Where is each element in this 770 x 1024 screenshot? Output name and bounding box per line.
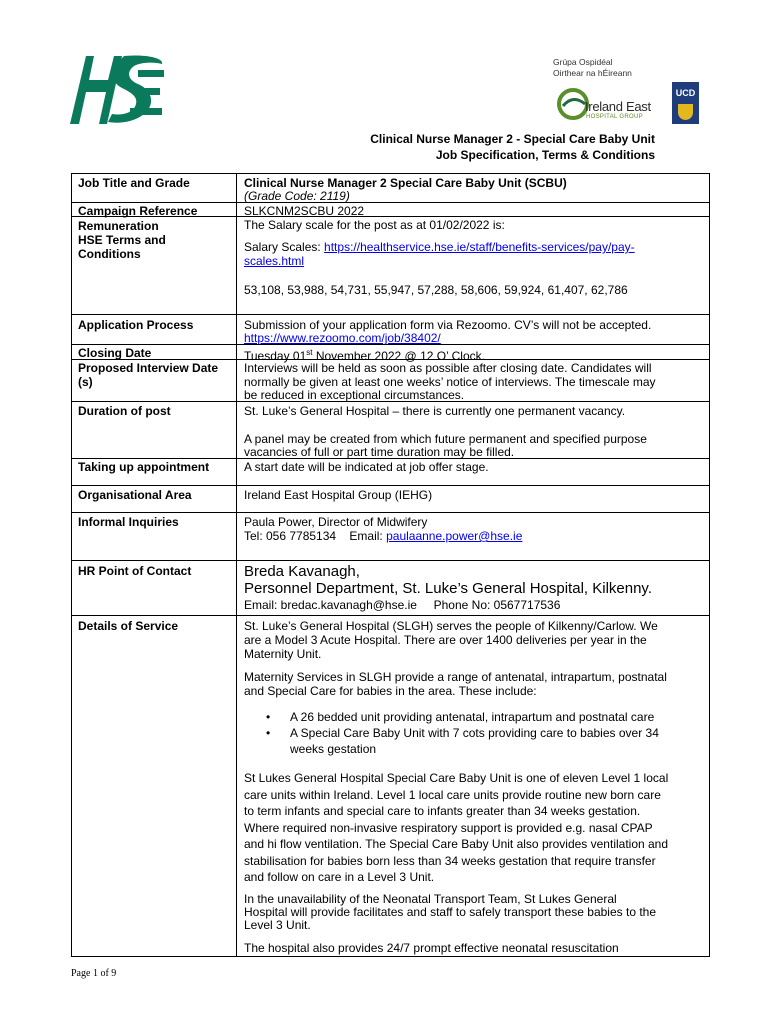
details-p3 <box>244 770 706 886</box>
list-item <box>244 710 706 726</box>
label-interview: Proposed Interview Date <box>78 361 219 375</box>
list-item-cont <box>244 742 706 758</box>
p3-line: to term infants and special care to infants greater than 34 weeks gestation. <box>244 804 641 818</box>
interview-line2: normally be given at least one weeks’ notice of interviews. The timescale may <box>244 375 656 389</box>
panel-line1: A panel may be created from which future permanent and specified purpose <box>244 432 647 446</box>
p3-line: care units within Ireland. Level 1 local care units provide routine new born care <box>244 787 661 802</box>
details-p2-l1: Maternity Services in SLGH provide a range of antenatal, intrapartum, postnatal <box>244 670 667 684</box>
informal-tel: Tel: 056 7785134 Email: <box>244 529 387 543</box>
closing-date-a: Tuesday 01 <box>244 349 307 363</box>
duration-value: St. Luke’s General Hospital – there is currently one permanent vacancy. <box>244 404 626 418</box>
bullet-text: A Special Care Baby Unit with 7 cots providing care to babies over 34 <box>290 726 659 740</box>
label-hse-terms: HSE Terms and <box>78 233 166 247</box>
page-number: Page 1 of 9 <box>71 968 117 979</box>
services-list <box>244 710 706 758</box>
closing-date-sup: st <box>306 348 313 357</box>
label-conditions: Conditions <box>78 247 141 261</box>
label-remuneration: Remuneration <box>78 219 159 233</box>
title-line2: Job Specification, Terms & Conditions <box>435 148 655 162</box>
row-divider <box>71 314 710 315</box>
details-p5: The hospital also provides 24/7 prompt effective neonatal resuscitation <box>244 941 619 955</box>
hse-logo <box>64 52 166 126</box>
label-informal: Informal Inquiries <box>78 515 179 529</box>
p3-line: St Lukes General Hospital Special Care Baby Unit is one of eleven Level 1 local <box>244 771 669 785</box>
p4-line: Level 3 Unit. <box>244 918 311 932</box>
org-area-value: Ireland East Hospital Group (IEHG) <box>244 488 433 502</box>
p4-line: In the unavailability of the Neonatal Transport Team, St Lukes General <box>244 892 617 906</box>
bullet-icon: • <box>266 710 271 724</box>
ucd-logo <box>672 82 699 124</box>
irish-name-line2: Oirthear na hÉireann <box>553 68 632 78</box>
bullet-text: A 26 bedded unit providing antenatal, intrapartum and postnatal care <box>290 710 655 724</box>
label-job-title: Job Title and Grade <box>78 176 190 190</box>
taking-up-value: A start date will be indicated at job offer stage. <box>244 460 489 474</box>
rezoomo-link[interactable]: https://www.rezoomo.com/job/38402/ <box>244 331 441 345</box>
ieh-logo-subtext: HOSPITAL GROUP <box>586 114 643 120</box>
panel-line2: vacancies of full or part time duration may be filled. <box>244 445 515 459</box>
details-p4 <box>244 893 706 932</box>
row-divider <box>71 560 710 561</box>
ieh-logo-text: Ireland East <box>585 99 651 114</box>
interview-line1: Interviews will be held as soon as possible after closing date. Candidates will <box>244 361 652 375</box>
salary-scales-link-cont[interactable]: scales.html <box>244 254 305 268</box>
label-duration: Duration of post <box>78 404 171 418</box>
informal-email-link[interactable]: paulaanne.power@hse.ie <box>386 529 523 543</box>
salary-scales-link[interactable]: https://healthservice.hse.ie/staff/benefits-services/pay/pay- <box>324 240 635 254</box>
label-interview-s: (s) <box>78 375 93 389</box>
label-campaign: Campaign Reference <box>78 204 198 218</box>
remuneration-value: The Salary scale for the post as at 01/02/2022 is: <box>244 218 505 232</box>
document-title <box>240 131 655 163</box>
row-divider <box>71 615 710 616</box>
salary-scale-values: 53,108, 53,988, 54,731, 55,947, 57,288, 58,606, 59,924, 61,407, 62,786 <box>244 283 628 297</box>
informal-name: Paula Power, Director of Midwifery <box>244 515 428 529</box>
details-p1-l2: are a Model 3 Acute Hospital. There are over 1400 deliveries per year in the <box>244 633 647 647</box>
hr-contact: Email: bredac.kavanagh@hse.ie Phone No: 0567717536 <box>244 598 561 612</box>
label-taking-up: Taking up appointment <box>78 460 210 474</box>
p4-line: Hospital will provide facilitates and staff to safely transport these babies to the <box>244 905 657 919</box>
p3-line: and follow on care in a Level 3 Unit. <box>244 870 435 884</box>
list-item <box>244 726 706 742</box>
label-closing-date: Closing Date <box>78 346 152 360</box>
irish-group-name <box>553 57 632 79</box>
salary-scales-prefix: Salary Scales: <box>244 240 325 254</box>
bullet-icon: • <box>266 726 271 740</box>
title-line1: Clinical Nurse Manager 2 - Special Care Baby Unit <box>370 132 655 146</box>
ucd-label: UCD <box>675 88 696 98</box>
details-p2-l2: and Special Care for babies in the area. These include: <box>244 684 537 698</box>
grade-code: (Grade Code: 2119) <box>244 189 350 203</box>
ucd-shield-icon <box>678 104 693 120</box>
salary-scales-line <box>244 240 706 254</box>
label-application: Application Process <box>78 318 194 332</box>
label-hr: HR Point of Contact <box>78 564 192 578</box>
row-divider <box>71 485 710 486</box>
irish-name-line1: Grúpa Ospidéal <box>553 57 613 67</box>
closing-date-b: November 2022 @ 12 O’ Clock. <box>312 349 485 363</box>
p3-line: and hi flow ventilation. The Special Care Baby Unit also provides ventilation and <box>244 837 669 851</box>
row-divider <box>71 512 710 513</box>
application-value: Submission of your application form via Rezoomo. CV’s will not be accepted. <box>244 318 652 332</box>
interview-line3: be reduced in exceptional circumstances. <box>244 388 465 402</box>
job-title-value: Clinical Nurse Manager 2 Special Care Baby Unit (SCBU) <box>244 176 567 190</box>
details-p1-l3: Maternity Unit. <box>244 647 322 661</box>
p3-line: Where required non-invasive respiratory support is provided e.g. nasal CPAP <box>244 820 653 835</box>
hr-name: Breda Kavanagh, <box>244 563 360 580</box>
p3-line: stabilisation for babies born less than 34 weeks gestation that require transfer <box>244 853 656 868</box>
hr-dept: Personnel Department, St. Luke’s General Hospital, Kilkenny. <box>244 580 652 597</box>
table-column-divider <box>236 173 237 957</box>
bullet-text: weeks gestation <box>290 742 377 756</box>
label-org-area: Organisational Area <box>78 488 192 502</box>
informal-contact <box>244 529 706 543</box>
details-p1-l1: St. Luke’s General Hospital (SLGH) serves the people of Kilkenny/Carlow. We <box>244 619 658 633</box>
campaign-value: SLKCNM2SCBU 2022 <box>244 204 365 218</box>
label-details: Details of Service <box>78 619 179 633</box>
